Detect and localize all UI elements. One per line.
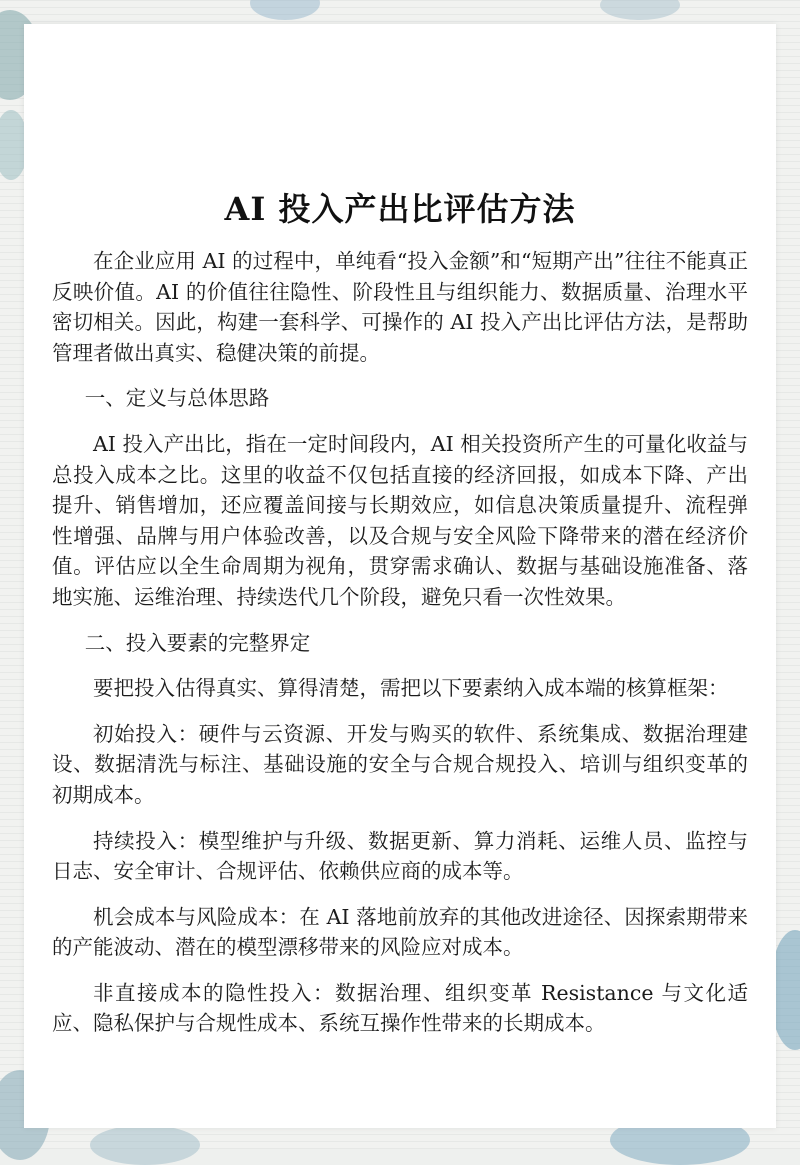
section-heading-definition: 一、定义与总体思路 [84, 386, 270, 411]
opportunity-risk-cost-paragraph: 机会成本与风险成本：在 AI 落地前放弃的其他改进途径、因探索期带来的产能波动、潜在的模型漂移带来的风险应对成本。 [52, 904, 748, 960]
intro-paragraph: 在企业应用 AI 的过程中，单纯看“投入金额”和“短期产出”往往不能真正反映价值。AI 的价值往往隐性、阶段性且与组织能力、数据质量、治理水平密切相关。因此，构建一套科学、可操作的 AI 投入产出比评估方法，是帮助管理者做出真实、稳健决策的前提。 [52, 249, 748, 365]
hidden-cost-paragraph: 非直接成本的隐性投入：数据治理、组织变革 Resistance 与文化适应、隐私保护与合规性成本、系统互操作性带来的长期成本。 [52, 980, 748, 1036]
ongoing-investment-paragraph: 持续投入：模型维护与升级、数据更新、算力消耗、运维人员、监控与日志、安全审计、合规评估、依赖供应商的成本等。 [52, 828, 748, 884]
decorative-leaf-top-right [600, 0, 680, 20]
initial-investment-paragraph: 初始投入：硬件与云资源、开发与购买的软件、系统集成、数据治理建设、数据清洗与标注、基础设施的安全与合规合规投入、培训与组织变革的初期成本。 [52, 721, 748, 807]
definition-paragraph: AI 投入产出比，指在一定时间段内，AI 相关投资所产生的可量化收益与总投入成本之比。这里的收益不仅包括直接的经济回报，如成本下降、产出提升、销售增加，还应覆盖间接与长期效应，如信息决策质量提升、流程弹性增强、品牌与用户体验改善，以及合规与安全风险下降带来的潜在经济价值。评估应以全生命周期为视角，贯穿需求确认、数据与基础设施准备、落地实施、运维治理、持续迭代几个阶段，避免只看一次性效果。 [52, 431, 748, 609]
inputs-intro-paragraph: 要把投入估得真实、算得清楚，需把以下要素纳入成本端的核算框架： [93, 676, 729, 701]
document-title: AI 投入产出比评估方法 [224, 190, 576, 228]
section-heading-inputs: 二、投入要素的完整界定 [84, 630, 311, 655]
document-body [52, 246, 748, 1039]
decorative-leaf-top [250, 0, 320, 20]
decorative-leaf-bottom [90, 1125, 200, 1165]
